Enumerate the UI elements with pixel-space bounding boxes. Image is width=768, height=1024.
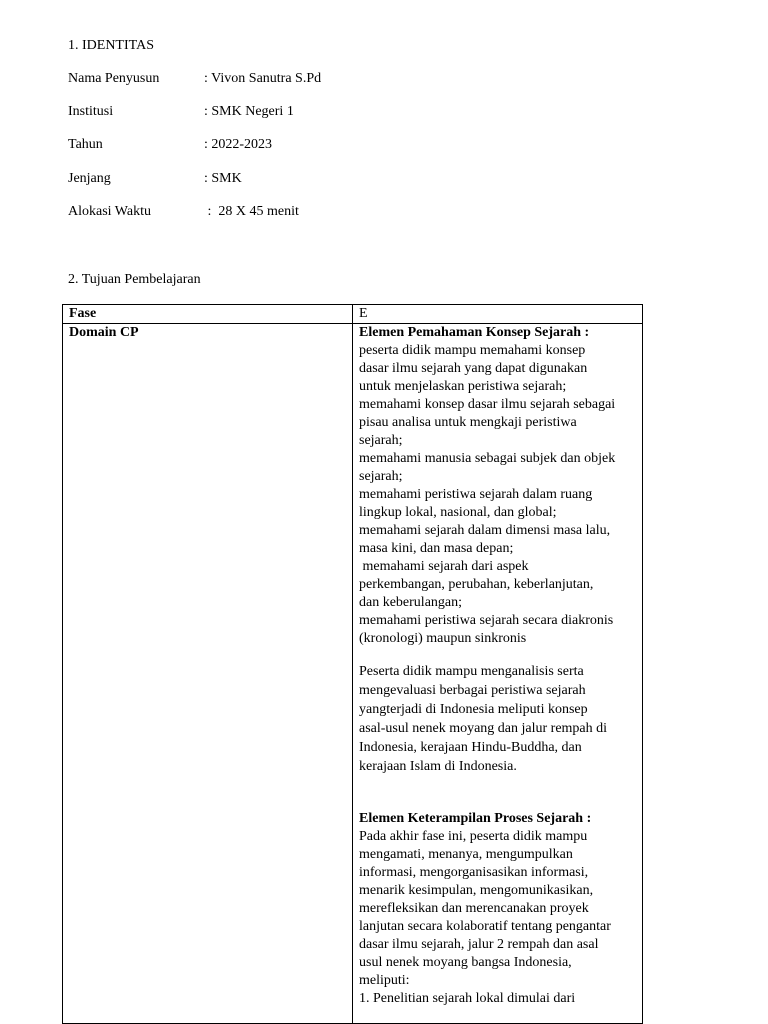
elemen1-line: dasar ilmu sejarah yang dapat digunakan — [359, 361, 588, 376]
elemen2-line: menarik kesimpulan, mengomunikasikan, — [359, 883, 594, 898]
identitas-value: : Vivon Sanutra S.Pd — [204, 71, 322, 86]
elemen2-line: lanjutan secara kolaboratif tentang pengantar — [359, 919, 611, 934]
paragraph-gap — [359, 648, 638, 662]
elemen1-line: (kronologi) maupun sinkronis — [359, 631, 527, 646]
identitas-row-nama — [68, 70, 468, 88]
elemen2-line: usul nenek moyang bangsa Indonesia, — [359, 955, 572, 970]
elemen1-line: memahami sejarah dari aspek — [359, 559, 529, 574]
elemen1-line: memahami peristiwa sejarah secara diakronis — [359, 613, 614, 628]
elemen2-line: merefleksikan dan merencanakan proyek — [359, 901, 589, 916]
elemen1-para2-line: mengevaluasi berbagai peristiwa sejarah — [359, 683, 586, 698]
identitas-title: 1. IDENTITAS — [68, 38, 154, 53]
identitas-label: Tahun — [68, 137, 103, 152]
elemen2-heading: Elemen Keterampilan Proses Sejarah : — [359, 811, 592, 826]
identitas-label: Institusi — [68, 104, 114, 119]
elemen1-para2-line: asal-usul nenek moyang dan jalur rempah di — [359, 721, 608, 736]
elemen1-line: masa kini, dan masa depan; — [359, 541, 514, 556]
identitas-label: Jenjang — [68, 171, 111, 186]
elemen1-line: lingkup lokal, nasional, dan global; — [359, 505, 557, 520]
elemen1-para2-line: Peserta didik mampu menganalisis serta — [359, 664, 584, 679]
elemen1-para2-line: kerajaan Islam di Indonesia. — [359, 759, 517, 774]
fase-label-cell: Fase — [63, 305, 353, 324]
identitas-label: Alokasi Waktu — [68, 204, 151, 219]
cp-table — [62, 304, 643, 1024]
identitas-value: : SMK Negeri 1 — [204, 104, 294, 119]
elemen1-line: pisau analisa untuk mengkaji peristiwa — [359, 415, 577, 430]
elemen2-line: mengamati, menanya, mengumpulkan — [359, 847, 573, 862]
elemen1-line: dan keberulangan; — [359, 595, 463, 610]
elemen1-line: memahami konsep dasar ilmu sejarah sebagai — [359, 397, 616, 412]
domain-label-cell: Domain CP — [63, 324, 353, 1024]
identitas-label: Nama Penyusun — [68, 71, 160, 86]
elemen1-line: untuk menjelaskan peristiwa sejarah; — [359, 379, 567, 394]
elemen1-line: memahami manusia sebagai subjek dan objek — [359, 451, 616, 466]
fase-value-cell: E — [353, 305, 643, 324]
elemen1-heading: Elemen Pemahaman Konsep Sejarah : — [359, 325, 590, 340]
elemen1-line: sejarah; — [359, 469, 403, 484]
identitas-value: : 28 X 45 menit — [204, 204, 299, 219]
tujuan-title: 2. Tujuan Pembelajaran — [68, 272, 201, 287]
table-row-fase — [63, 305, 643, 324]
elemen2-line: dasar ilmu sejarah, jalur 2 rempah dan asal — [359, 937, 599, 952]
elemen2-line: 1. Penelitian sejarah lokal dimulai dari — [359, 991, 576, 1006]
elemen2-line: meliputi: — [359, 973, 410, 988]
identitas-row-alokasi — [68, 203, 468, 221]
elemen1-line: memahami sejarah dalam dimensi masa lalu, — [359, 523, 611, 538]
identitas-row-tahun — [68, 136, 468, 154]
elemen1-line: memahami peristiwa sejarah dalam ruang — [359, 487, 593, 502]
elemen1-para2-line: Indonesia, kerajaan Hindu-Buddha, dan — [359, 740, 582, 755]
identitas-row-jenjang — [68, 170, 468, 188]
elemen1-line: sejarah; — [359, 433, 403, 448]
table-row-domain — [63, 324, 643, 1024]
elemen2-line: informasi, mengorganisasikan informasi, — [359, 865, 589, 880]
identitas-value: : SMK — [204, 171, 242, 186]
identitas-row-institusi — [68, 103, 468, 121]
elemen2-line: Pada akhir fase ini, peserta didik mampu — [359, 829, 588, 844]
paragraph-gap — [359, 776, 638, 810]
elemen1-line: peserta didik mampu memahami konsep — [359, 343, 586, 358]
elemen1-para2-line: yangterjadi di Indonesia meliputi konsep — [359, 702, 588, 717]
domain-content-cell — [353, 324, 643, 1024]
elemen1-line: perkembangan, perubahan, keberlanjutan, — [359, 577, 594, 592]
identitas-value: : 2022-2023 — [204, 137, 273, 152]
